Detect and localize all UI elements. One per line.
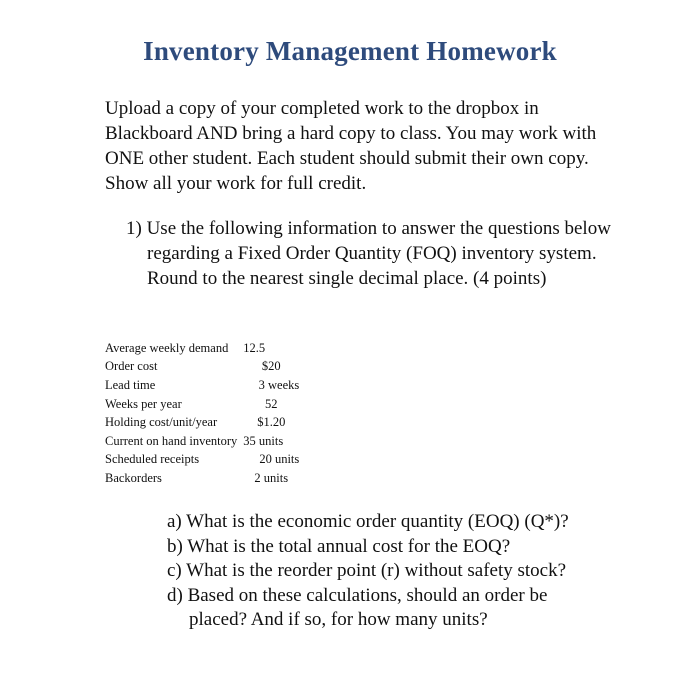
table-row-label: Backorders <box>105 470 162 485</box>
subquestion-b: b) What is the total annual cost for the EOQ? <box>167 535 511 557</box>
table-row-label: Scheduled receipts <box>105 452 200 467</box>
table-row-label: Average weekly demand <box>105 340 229 355</box>
table-row <box>105 451 299 470</box>
table-row-label: Holding cost/unit/year <box>105 415 218 430</box>
subquestions-list <box>167 510 607 633</box>
intro-paragraph: Upload a copy of your completed work to the dropbox in Blackboard AND bring a hard copy to class. You may work with ONE other student. Each student should submit their own copy. Show all your work for full credit. <box>105 98 597 194</box>
table-row <box>105 376 299 395</box>
table-row <box>105 358 299 377</box>
table-row-value: $20 <box>261 359 281 374</box>
table-row-value: $1.20 <box>257 415 286 430</box>
question-1: 1) Use the following information to answer the questions below regarding a Fixed Order Quantity (FOQ) inventory system. Round to the nearest single decimal place. (4 points) <box>126 218 611 289</box>
subquestion-d: d) Based on these calculations, should an order be placed? And if so, for how many units? <box>167 584 548 630</box>
table-row-label: Weeks per year <box>105 396 182 411</box>
subquestion-c: c) What is the reorder point (r) without safety stock? <box>167 560 567 581</box>
table-row <box>105 395 299 414</box>
inventory-data-table <box>105 339 299 488</box>
table-row-value: 52 <box>265 396 278 411</box>
table-row-value: 35 units <box>243 433 284 448</box>
table-row-value: 2 units <box>254 470 289 485</box>
table-row-label: Lead time <box>105 377 156 392</box>
subquestion-a: a) What is the economic order quantity (EOQ) (Q*)? <box>167 511 569 532</box>
table-row-label: Current on hand inventory <box>105 433 238 448</box>
page-title: Inventory Management Homework <box>143 36 557 66</box>
table-row <box>105 432 299 451</box>
table-row-value: 12.5 <box>243 340 266 355</box>
table-row-value: 20 units <box>259 452 300 467</box>
table-row <box>105 339 299 358</box>
table-row-label: Order cost <box>105 359 158 374</box>
table-row <box>105 469 299 488</box>
table-row-value: 3 weeks <box>258 377 300 392</box>
table-row <box>105 413 299 432</box>
